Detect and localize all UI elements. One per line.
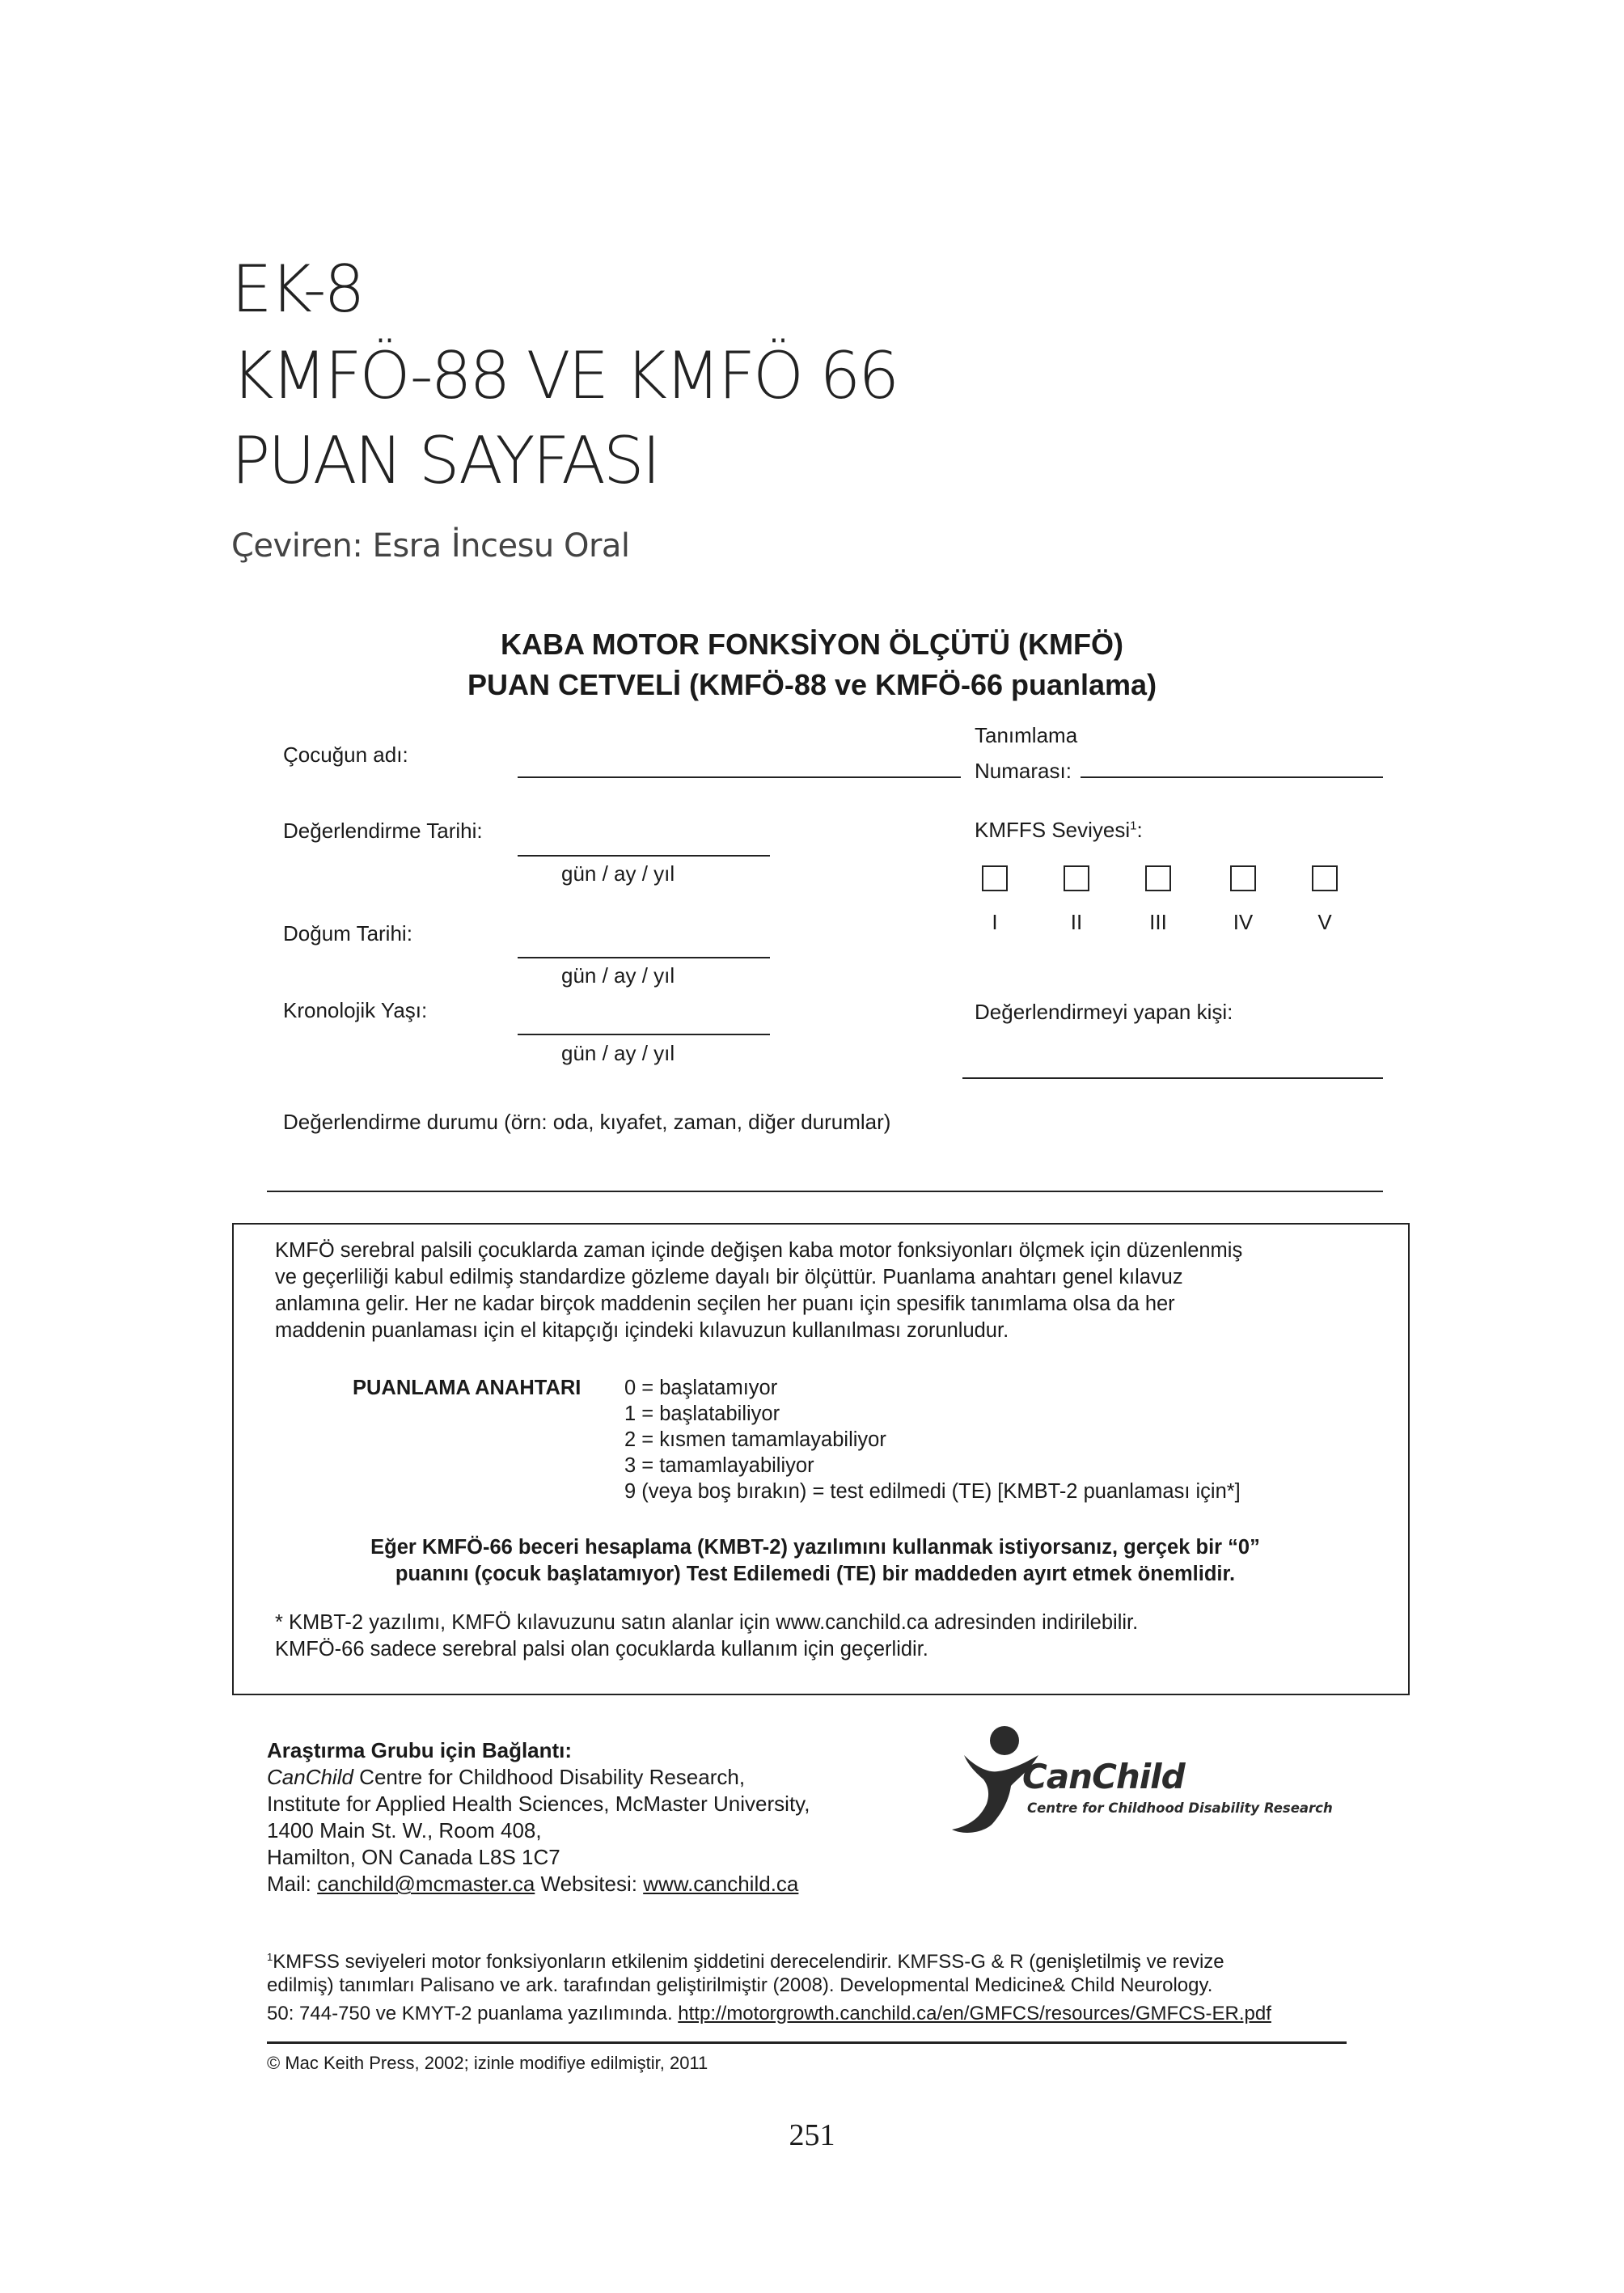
website-link[interactable]: www.canchild.ca: [643, 1872, 799, 1896]
id-label-line2: Numarası:: [975, 759, 1072, 783]
info-para-line-2: ve geçerliliği kabul edilmiş standardize gözleme dayalı bir ölçüttür. Puanlama anahtarı genel kılavuz: [275, 1266, 1183, 1288]
title-line-1: EK-8: [231, 252, 363, 327]
box-footnote-line-2: KMFÖ-66 sadece serebral palsi olan çocuklarda kullanım için geçerlidir.: [275, 1638, 928, 1661]
contact-mail-line: Mail: canchild@mcmaster.ca Websitesi: www.canchild.ca: [267, 1872, 799, 1896]
child-name-label: Çocuğun adı:: [283, 742, 408, 767]
assessor-field[interactable]: [962, 1077, 1383, 1079]
birth-date-format: gün / ay / yıl: [561, 963, 675, 988]
gmfcs-level-4-label: IV: [1233, 910, 1254, 934]
page-number: 251: [789, 2118, 835, 2152]
assessment-date-field[interactable]: [518, 855, 770, 857]
form-heading-2: PUAN CETVELİ (KMFÖ-88 ve KMFÖ-66 puanlama): [467, 668, 1157, 701]
canchild-logo-tagline: Centre for Childhood Disability Research: [1027, 1800, 1333, 1816]
gmfcs-level-2-checkbox[interactable]: [1064, 865, 1089, 891]
age-label: Kronolojik Yaşı:: [283, 998, 428, 1022]
footnote-line-3: 50: 744-750 ve KMYT-2 puanlama yazılımında. http://motorgrowth.canchild.ca/en/GMFCS/resources/GMFCS-ER.pdf: [267, 2003, 1271, 2024]
scoring-key-3: 3 = tamamlayabiliyor: [624, 1454, 814, 1477]
id-label-line1: Tanımlama: [975, 723, 1078, 747]
id-number-field[interactable]: [1081, 776, 1383, 778]
birth-date-field[interactable]: [518, 957, 770, 958]
birth-date-label: Doğum Tarihi:: [283, 921, 412, 946]
gmfcs-label: KMFFS Seviyesi$^1$:: [975, 818, 1143, 842]
child-name-field[interactable]: [518, 776, 961, 778]
gmfcs-level-1-label: I: [992, 910, 998, 934]
scoring-key-1: 1 = başlatabiliyor: [624, 1402, 780, 1425]
warning-line-2: puanını (çocuk başlatamıyor) Test Edilemedi (TE) bir maddeden ayırt etmek önemlidir.: [395, 1563, 1236, 1585]
box-footnote-line-1: * KMBT-2 yazılımı, KMFÖ kılavuzunu satın alanlar için www.canchild.ca adresinden indirilebilir.: [275, 1611, 1139, 1634]
copyright: © Mac Keith Press, 2002; izinle modifiye edilmiştir, 2011: [267, 2053, 708, 2073]
gmfcs-level-2-label: II: [1070, 910, 1083, 934]
contact-line-1: Institute for Applied Health Sciences, McMaster University,: [267, 1792, 810, 1816]
scoring-key-label: PUANLAMA ANAHTARI: [353, 1377, 582, 1399]
gmfcs-level-5-label: V: [1317, 910, 1332, 934]
info-para-line-3: anlamına gelir. Her ne kadar birçok maddenin seçilen her puanı için spesifik tanımlama olsa da her: [275, 1292, 1175, 1315]
gmfcs-level-1-checkbox[interactable]: [982, 865, 1008, 891]
contact-line-2: 1400 Main St. W., Room 408,: [267, 1818, 542, 1842]
scoring-key-9: 9 (veya boş bırakın) = test edilmedi (TE) [KMBT-2 puanlaması için*]: [624, 1480, 1241, 1503]
assessment-date-label: Değerlendirme Tarihi:: [283, 819, 483, 843]
canchild-logo-name: CanChild: [1022, 1757, 1185, 1796]
canchild-logo: [948, 1723, 1333, 1836]
assessment-date-format: gün / ay / yıl: [561, 861, 675, 886]
info-para-line-4: maddenin puanlaması için el kitapçığı içindeki kılavuzun kullanılması zorunludur.: [275, 1319, 1009, 1342]
footer-divider: [267, 2041, 1347, 2044]
contact-org: CanChild Centre for Childhood Disability Research,: [267, 1765, 746, 1789]
title-line-2: KMFÖ-88 VE KMFÖ 66: [231, 338, 898, 413]
translator-credit: Çeviren: Esra İncesu Oral: [231, 527, 630, 565]
conditions-field[interactable]: [267, 1191, 1383, 1192]
conditions-label: Değerlendirme durumu (örn: oda, kıyafet, zaman, diğer durumlar): [283, 1110, 891, 1134]
gmfcs-er-link[interactable]: http://motorgrowth.canchild.ca/en/GMFCS/resources/GMFCS-ER.pdf: [678, 2003, 1271, 2024]
contact-line-3: Hamilton, ON Canada L8S 1C7: [267, 1845, 560, 1869]
footnote-line-2: edilmiş) tanımları Palisano ve ark. tarafından geliştirilmiştir (2008). Developmental Medicine& Child Neurology.: [267, 1974, 1213, 1996]
form-heading-1: KABA MOTOR FONKSİYON ÖLÇÜTÜ (KMFÖ): [501, 628, 1123, 661]
age-format: gün / ay / yıl: [561, 1041, 675, 1065]
scoring-key-0: 0 = başlatamıyor: [624, 1377, 778, 1399]
mail-link[interactable]: canchild@mcmaster.ca: [317, 1872, 535, 1896]
title-line-3: PUAN SAYFASI: [231, 423, 659, 498]
gmfcs-level-3-checkbox[interactable]: [1145, 865, 1171, 891]
info-para-line-1: KMFÖ serebral palsili çocuklarda zaman içinde değişen kaba motor fonksiyonları ölçmek için düzenlenmiş: [275, 1239, 1243, 1262]
age-field[interactable]: [518, 1034, 770, 1035]
assessor-label: Değerlendirmeyi yapan kişi:: [975, 1000, 1233, 1024]
warning-line-1: Eğer KMFÖ-66 beceri hesaplama (KMBT-2) yazılımını kullanmak istiyorsanız, gerçek bir “0”: [370, 1536, 1260, 1559]
contact-heading: Araştırma Grubu için Bağlantı:: [267, 1738, 573, 1762]
gmfcs-level-5-checkbox[interactable]: [1312, 865, 1338, 891]
scoring-key-2: 2 = kısmen tamamlayabiliyor: [624, 1428, 886, 1451]
footnote-line-1: $^1$KMFSS seviyeleri motor fonksiyonların etkilenim şiddetini derecelendirir. KMFSS-G & R (genişletilmiş ve revize: [267, 1951, 1224, 1973]
gmfcs-level-3-label: III: [1149, 910, 1167, 934]
gmfcs-level-4-checkbox[interactable]: [1230, 865, 1256, 891]
